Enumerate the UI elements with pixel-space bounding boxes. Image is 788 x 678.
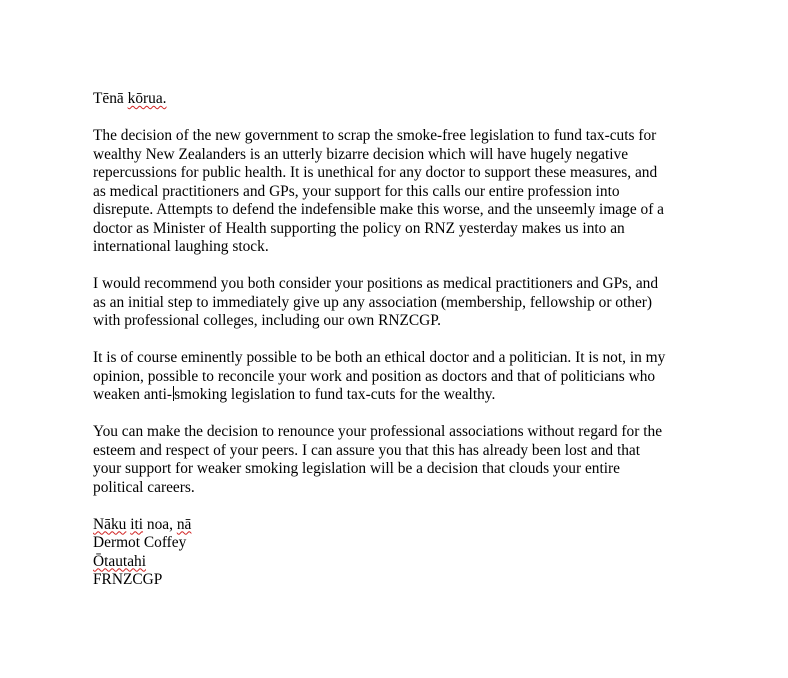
- text-line: as medical practitioners and GPs, your support for this calls our entire profession into: [93, 182, 620, 200]
- text-line: I would recommend you both consider your positions as medical practitioners and GPs, and: [93, 275, 659, 292]
- text-line: as an initial step to immediately give up any association (membership, fellowship or other): [93, 293, 653, 311]
- letter-body[interactable]: [93, 90, 753, 590]
- greeting-line: [93, 90, 753, 109]
- text-line: with professional colleges, including our own RNZCGP.: [93, 312, 441, 329]
- greeting-word-tena: Tēnā: [93, 90, 124, 107]
- signoff-word-na: nā: [176, 515, 192, 533]
- paragraph-1: [93, 127, 753, 257]
- signoff-word-iti: iti: [130, 515, 144, 533]
- signer-name: Dermot Coffey: [93, 534, 187, 551]
- text-line: political careers.: [93, 478, 195, 496]
- signature-block: [93, 516, 753, 590]
- text-line-with-cursor: [93, 386, 753, 405]
- text-line: your support for weaker smoking legislation will be a decision that clouds your entire: [93, 460, 621, 477]
- text-line: doctor as Minister of Health supporting the policy on RNZ yesterday makes us into an: [93, 219, 625, 237]
- text-line: You can make the decision to renounce your professional associations without regard for the: [93, 423, 663, 440]
- text-line: international laughing stock.: [93, 238, 269, 255]
- text-line: wealthy New Zealanders is an utterly bizarre decision which will have hugely negative: [93, 145, 629, 163]
- text-line: opinion, possible to reconcile your work and position as doctors and that of politicians who: [93, 367, 656, 385]
- greeting-punctuation: .: [162, 90, 167, 107]
- text-line: It is of course eminently possible to be both an ethical doctor and a politician. It is not, in my: [93, 349, 666, 366]
- text-line: repercussions for public health. It is unethical for any doctor to support these measures, and: [93, 164, 658, 181]
- paragraph-2: [93, 275, 753, 331]
- text-before-cursor: weaken anti-: [93, 386, 173, 403]
- text-line: The decision of the new government to scrap the smoke-free legislation to fund tax-cuts for: [93, 127, 657, 144]
- greeting-word-korua: kōrua: [127, 90, 163, 107]
- signer-place: [93, 553, 753, 572]
- paragraph-3: [93, 349, 753, 405]
- signoff-word-noa: noa,: [146, 515, 173, 533]
- text-line: esteem and respect of your peers. I can assure you that this has already been lost and that: [93, 441, 641, 459]
- paragraph-4: [93, 423, 753, 497]
- signoff-line: [93, 516, 753, 535]
- text-line: disrepute. Attempts to defend the indefensible make this worse, and the unseemly image of a: [93, 201, 665, 218]
- signoff-word-naku: Nāku: [93, 515, 127, 533]
- text-after-cursor: smoking legislation to fund tax-cuts for the wealthy.: [174, 386, 496, 403]
- signer-place-text: Ōtautahi: [93, 552, 146, 570]
- signer-credential: FRNZCGP: [93, 571, 163, 588]
